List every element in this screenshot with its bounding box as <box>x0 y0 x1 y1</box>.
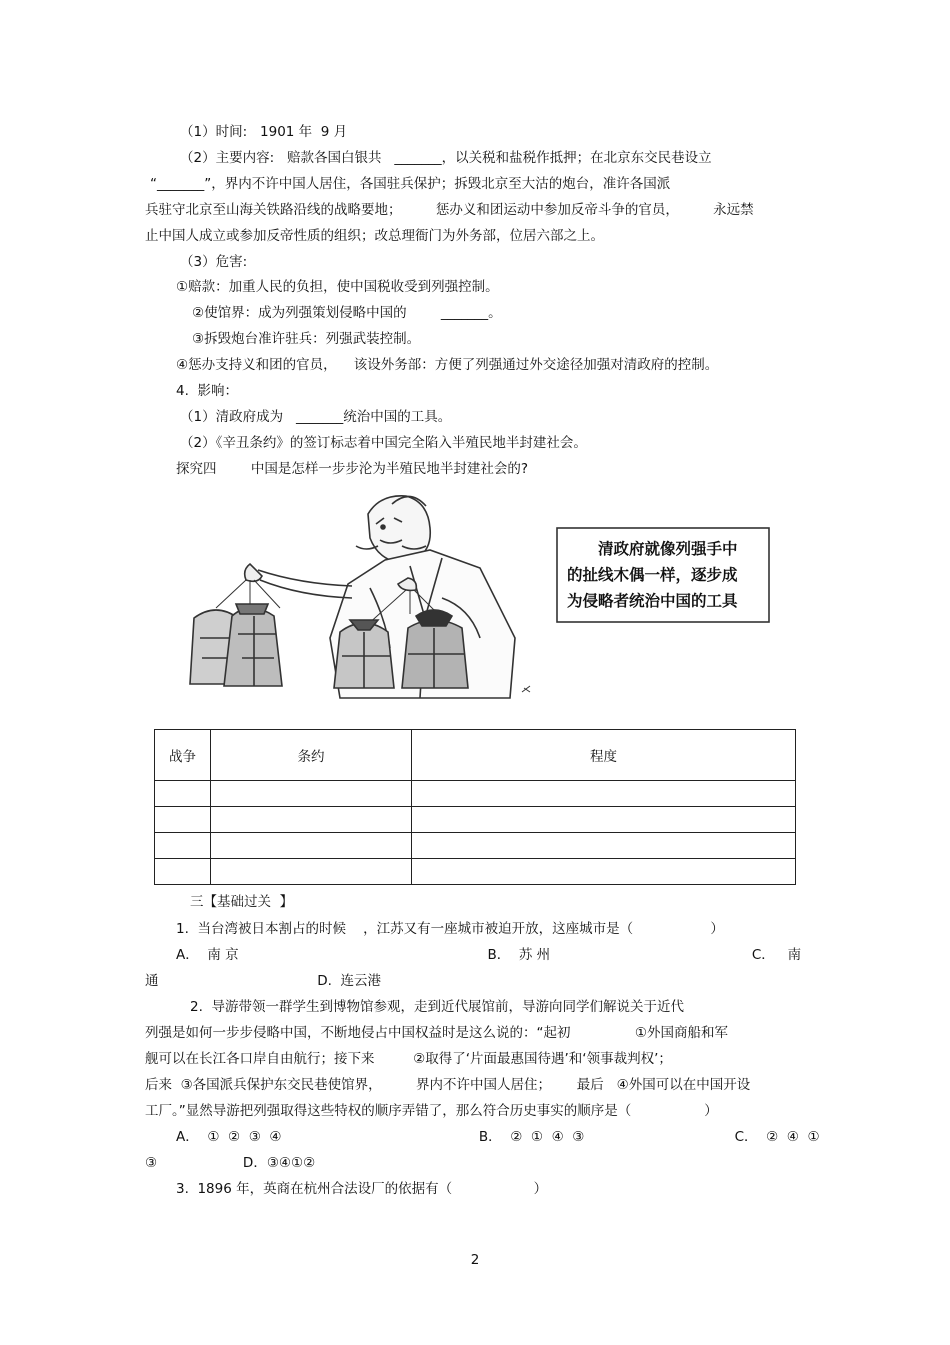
table-header-treaty: 条约 <box>211 730 412 781</box>
text-line: 4. 影响： <box>176 383 238 399</box>
puppet-cartoon-illustration <box>180 488 780 700</box>
table-cell <box>155 833 211 859</box>
text-line: ①赔款：加重人民的负担，使中国税收受到列强控制。 <box>176 279 499 295</box>
question-line: 后来 ③各国派兵保护东交民巷使馆界， 界内不许中国人居住； 最后 ④外国可以在中国开设 <box>145 1077 751 1093</box>
text-line: 兵驻守北京至山海关铁路沿线的战略要地； 惩办义和团运动中参加反帝斗争的官员， 永远禁 <box>145 202 754 218</box>
table-header-war: 战争 <box>155 730 211 781</box>
table-cell <box>412 781 796 807</box>
text-line: ②使馆界：成为列强策划侵略中国的 _______。 <box>192 305 502 321</box>
table-cell <box>155 807 211 833</box>
text-line: ③拆毁炮台准许驻兵：列强武装控制。 <box>192 331 421 347</box>
text-line: “_______”，界内不许中国人居住，各国驻兵保护；拆毁北京至大沽的炮台，准许各国派 <box>150 176 671 192</box>
question-line: 1. 当台湾被日本割占的时候 ，江苏又有一座城市被迫开放，这座城市是（ ） <box>176 921 724 937</box>
table-cell <box>211 781 412 807</box>
table-cell <box>155 859 211 885</box>
text-line: 止中国人成立或参加反帝性质的组织；改总理衙门为外务部，位居六部之上。 <box>145 228 604 244</box>
table-row <box>155 807 796 833</box>
table-cell <box>412 859 796 885</box>
text-line: （1）清政府成为 _______统治中国的工具。 <box>180 409 452 425</box>
page-number: 2 <box>470 1252 480 1268</box>
question-line: 3. 1896 年，英商在杭州合法设厂的依据有（ ） <box>176 1181 548 1197</box>
option-line: 通 D. 连云港 <box>145 973 382 989</box>
text-line: 探究四 中国是怎样一步步沦为半殖民地半封建社会的? <box>176 461 528 477</box>
table-cell <box>211 833 412 859</box>
table-row <box>155 781 796 807</box>
question-line: 列强是如何一步步侵略中国，不断地侵占中国权益时是这么说的：“起初 ①外国商船和军 <box>145 1025 728 1041</box>
text-line: （3）危害: <box>180 254 248 270</box>
table-cell <box>155 781 211 807</box>
text-line: ④惩办支持义和团的官员， 该设外务部：方便了列强通过外交途径加强对清政府的控制。 <box>176 357 719 373</box>
table-cell <box>211 859 412 885</box>
table-cell <box>211 807 412 833</box>
table-cell <box>412 807 796 833</box>
cartoon-caption-line: 的扯线木偶一样，逐步成 <box>567 566 738 584</box>
war-treaty-table <box>154 729 796 885</box>
text-line: （2）主要内容: 赔款各国白银共 _______，以关税和盐税作抵押；在北京东交民巷设立 <box>180 150 712 166</box>
text-line: （2）《辛丑条约》的签订标志着中国完全陷入半殖民地半封建社会。 <box>180 435 587 451</box>
table-cell <box>412 833 796 859</box>
table-row <box>155 859 796 885</box>
question-line: 舰可以在长江各口岸自由航行；接下来 ②取得了‘片面最惠国待遇’和‘领事裁判权’； <box>145 1051 672 1067</box>
question-line: 2. 导游带领一群学生到博物馆参观，走到近代展馆前，导游向同学们解说关于近代 <box>190 999 684 1015</box>
table-row <box>155 833 796 859</box>
question-line: 工厂。”显然导游把列强取得这些特权的顺序弄错了，那么符合历史事实的顺序是（ ） <box>145 1103 718 1119</box>
option-line: A． ① ② ③ ④ B． ② ① ④ ③ C． ② ④ ① <box>176 1129 820 1145</box>
section-heading: 三【基础过关 】 <box>190 894 294 910</box>
text-line: （1）时间: 1901 年 9 月 <box>180 124 348 140</box>
table-header-degree: 程度 <box>412 730 796 781</box>
option-line: A． 南 京 B． 苏 州 C． 南 <box>176 947 802 963</box>
cartoon-caption-line: 清政府就像列强手中 <box>598 540 738 558</box>
option-line: ③ D．③④①② <box>145 1155 316 1171</box>
cartoon-caption-line: 为侵略者统治中国的工具 <box>567 592 738 610</box>
